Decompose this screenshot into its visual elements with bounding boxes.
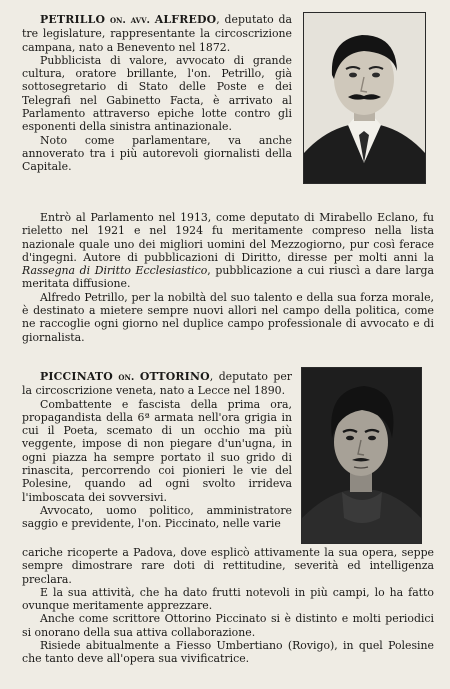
piccinato-paragraph-4: E la sua attività, che ha dato frutti notevoli in più campi, lo ha fatto ovunque meritamente apprezzare.	[22, 585, 434, 613]
article-piccinato-body	[22, 546, 434, 666]
piccinato-paragraph-5: Anche come scrittore Ottorino Piccinato si è distinto e molti periodici si onorano della sua attiva collaborazione.	[22, 612, 434, 639]
piccinato-portrait	[301, 367, 422, 544]
piccinato-title: on.	[118, 372, 135, 383]
piccinato-paragraph-3a: Avvocato, uomo politico, amministratore saggio e previdente, l'on. Piccinato, nelle varie	[22, 503, 292, 531]
petrillo-firstname: ALFREDO	[154, 13, 217, 26]
piccinato-paragraph-2: Combattente e fascista della prima ora, propagandista della 6ª armata nell'ora grigia in cui il Poeta, scemato di un occhio ma più veggente, impose di non piegare d'un'ugna, in ogni piazza ha sempre portato il suo grido di rinascita, percorrendo coi pionieri le vie del Polesine, quando ad ogni svolto irrideva l'imboscata dei sovversivi.	[22, 397, 292, 504]
petrillo-journal-title: Rassegna di Diritto Ecclesiastico	[22, 264, 208, 278]
article-petrillo-body	[22, 211, 434, 344]
piccinato-firstname: OTTORINO	[139, 370, 210, 383]
piccinato-surname: PICCINATO	[40, 370, 113, 383]
piccinato-paragraph-3b: cariche ricoperte a Padova, dove esplicò attivamente la sua opera, seppe sempre dimostrare rare doti di rettitudine, severità ed intelligenza preclara.	[22, 546, 434, 586]
petrillo-p4-start: Entrò al Parlamento nel 1913, come deputato di Mirabello Eclano, fu rieletto nel 1921 e nel 1924 fu meritamente compreso nella lista nazionale quale uno dei migliori uomini del Mezzogiorno, pur così ferace d'ingegni. Autore di pubblicazioni di Diritto, diresse per molti anni la	[22, 211, 434, 264]
article-piccinato-intro	[22, 370, 292, 531]
petrillo-paragraph-4	[22, 211, 434, 291]
piccinato-heading-paragraph	[22, 370, 292, 398]
petrillo-portrait	[303, 12, 426, 184]
petrillo-paragraph-5: Alfredo Petrillo, per la nobiltà del suo talento e della sua forza morale, è destinato a mietere sempre nuovi allori nel campo della politica, come ne raccoglie ogni giorno nel duplice campo professionale di avvocato e di giornalista.	[22, 290, 434, 344]
petrillo-surname: PETRILLO	[40, 13, 106, 26]
petrillo-heading-paragraph	[22, 13, 292, 54]
petrillo-portrait-image	[304, 13, 425, 183]
petrillo-intro-text: , deputato da tre legislature, rappresentante la circoscrizione campana, nato a Benevento nel 1872.	[22, 13, 292, 54]
piccinato-paragraph-6: Risiede abitualmente a Fiesso Umbertiano (Rovigo), in quel Polesine che tanto deve all'opera sua vivificatrice.	[22, 639, 434, 666]
piccinato-portrait-image	[302, 368, 421, 543]
piccinato-intro-text: , deputato per la circoscrizione veneta, nato a Lecce nel 1890.	[22, 370, 292, 398]
petrillo-paragraph-2: Pubblicista di valore, avvocato di grande cultura, oratore brillante, l'on. Petrillo, già sottosegretario di Stato delle Poste e dei Telegrafi nel Gabinetto Facta, è arrivato al Parlamento attraverso epiche lotte contro gli esponenti della sinistra antinazionale.	[22, 53, 292, 134]
petrillo-paragraph-3: Noto come parlamentare, va anche annoverato tra i più autorevoli giornalisti della Capitale.	[22, 133, 292, 174]
petrillo-title: on. avv.	[109, 15, 150, 26]
article-petrillo-intro	[22, 13, 292, 174]
petrillo-p4-end: , pubblicazione a cui riuscì a dare larga meritata diffusione.	[22, 264, 434, 291]
